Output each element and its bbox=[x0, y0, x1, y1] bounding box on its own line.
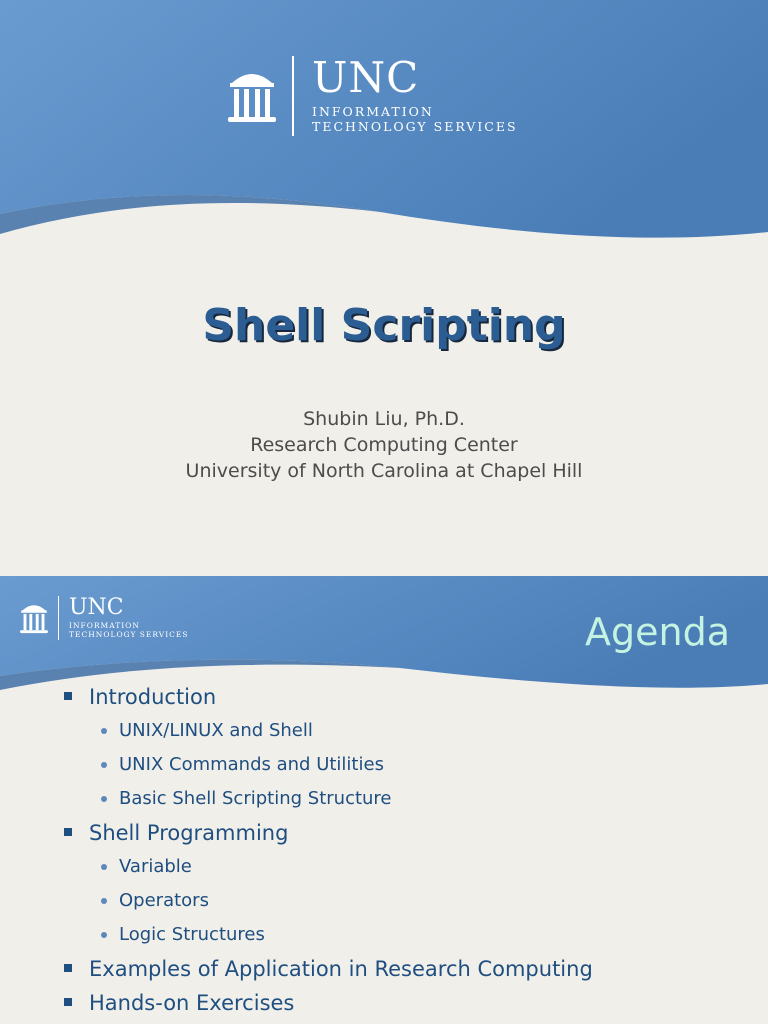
agenda-item-label: Hands-on Exercises bbox=[89, 991, 295, 1015]
logo-its-line1: INFORMATION bbox=[312, 104, 434, 119]
agenda-title: Agenda bbox=[585, 610, 730, 654]
agenda-item bbox=[0, 952, 768, 986]
logo-unc: UNC bbox=[312, 53, 420, 102]
agenda-subitem-label: UNIX Commands and Utilities bbox=[119, 754, 384, 775]
agenda-item-label: Shell Programming bbox=[89, 821, 289, 845]
unc-its-logo-small bbox=[20, 596, 189, 640]
old-well-icon bbox=[20, 600, 48, 636]
agenda-subitem-label: Basic Shell Scripting Structure bbox=[119, 788, 392, 809]
slide-title: Shell Scripting bbox=[202, 300, 566, 351]
unc-its-logo bbox=[228, 53, 518, 136]
dot-bullet-icon bbox=[101, 898, 107, 904]
agenda-slide bbox=[0, 576, 768, 1024]
author-center: Research Computing Center bbox=[250, 434, 518, 456]
logo-divider bbox=[58, 596, 59, 640]
dot-bullet-icon bbox=[101, 864, 107, 870]
agenda-subitem-label: UNIX/LINUX and Shell bbox=[119, 720, 313, 741]
agenda-subitem bbox=[0, 850, 768, 884]
logo-its-line2: TECHNOLOGY SERVICES bbox=[69, 630, 189, 639]
agenda-subitem bbox=[0, 918, 768, 952]
author-name: Shubin Liu, Ph.D. bbox=[303, 408, 465, 430]
agenda-subitem-label: Logic Structures bbox=[119, 924, 265, 945]
agenda-subitem-label: Operators bbox=[119, 890, 209, 911]
agenda-item-label: Introduction bbox=[89, 685, 217, 709]
agenda-subitem-label: Variable bbox=[119, 856, 192, 877]
dot-bullet-icon bbox=[101, 728, 107, 734]
square-bullet-icon bbox=[64, 828, 72, 836]
dot-bullet-icon bbox=[101, 796, 107, 802]
agenda-item bbox=[0, 816, 768, 850]
author-block bbox=[0, 406, 768, 484]
dot-bullet-icon bbox=[101, 932, 107, 938]
agenda-list bbox=[0, 680, 768, 1020]
logo-text bbox=[312, 53, 518, 134]
old-well-icon bbox=[228, 65, 276, 127]
square-bullet-icon bbox=[64, 998, 72, 1006]
agenda-subitem bbox=[0, 884, 768, 918]
logo-its-line2: TECHNOLOGY SERVICES bbox=[312, 119, 518, 134]
dot-bullet-icon bbox=[101, 762, 107, 768]
agenda-subitem bbox=[0, 782, 768, 816]
agenda-subitem bbox=[0, 748, 768, 782]
agenda-subitem bbox=[0, 714, 768, 748]
logo-its-line1: INFORMATION bbox=[69, 621, 140, 630]
author-university: University of North Carolina at Chapel Hill bbox=[185, 460, 583, 482]
square-bullet-icon bbox=[64, 692, 72, 700]
logo-text bbox=[69, 597, 189, 639]
logo-unc: UNC bbox=[69, 595, 124, 620]
logo-divider bbox=[292, 56, 294, 136]
agenda-item bbox=[0, 986, 768, 1020]
square-bullet-icon bbox=[64, 964, 72, 972]
agenda-item bbox=[0, 680, 768, 714]
agenda-item-label: Examples of Application in Research Computing bbox=[89, 957, 593, 981]
